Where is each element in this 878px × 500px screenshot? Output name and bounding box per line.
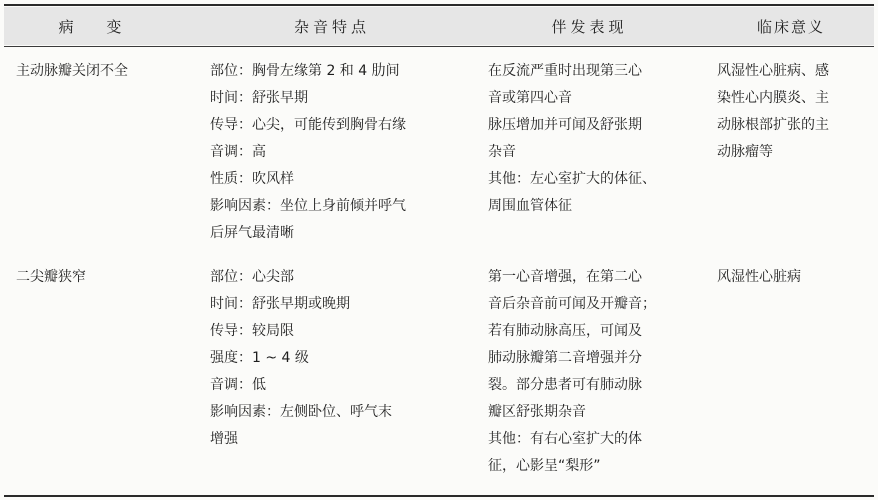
table-row-2-disease: 二尖瓣狭窄 (16, 269, 86, 285)
murmur-line: 影响因素：左侧卧位、呼气末 (210, 404, 392, 420)
accompanying-line: 若有肺动脉高压，可闻及 (488, 323, 642, 339)
table-header-row (4, 7, 874, 45)
murmur-line: 强度：1 ~ 4 级 (210, 350, 309, 366)
table-row-2-murmur (210, 264, 392, 453)
accompanying-line: 第一心音增强，在第二心 (488, 269, 642, 285)
accompanying-line: 其他：左心室扩大的体征、 (488, 171, 656, 187)
accompanying-line: 音或第四心音 (488, 90, 572, 106)
table-bottom-rule (4, 495, 874, 497)
significance-line: 动脉瘤等 (717, 144, 773, 160)
accompanying-line: 在反流严重时出现第三心 (488, 63, 642, 79)
significance-line: 风湿性心脏病、感 (717, 63, 829, 79)
murmur-line: 部位：胸骨左缘第 2 和 4 肋间 (210, 63, 400, 79)
significance-line: 风湿性心脏病 (717, 269, 801, 285)
accompanying-line: 裂。部分患者可有肺动脉 (488, 377, 642, 393)
accompanying-line: 杂音 (488, 144, 516, 160)
murmur-line: 音调：低 (210, 377, 266, 393)
accompanying-line: 肺动脉瓣第二音增强并分 (488, 350, 642, 366)
murmur-line: 时间：舒张早期或晚期 (210, 296, 350, 312)
murmur-line: 传导：较局限 (210, 323, 294, 339)
table-row-2-accompanying (488, 264, 656, 480)
accompanying-line: 周围血管体征 (488, 198, 572, 214)
table-row-1-significance (717, 58, 829, 166)
table-header-rule (4, 46, 874, 47)
murmur-line: 音调：高 (210, 144, 266, 160)
accompanying-line: 其他：有右心室扩大的体 (488, 431, 642, 447)
murmur-line: 传导：心尖，可能传到胸骨右缘 (210, 117, 406, 133)
significance-line: 动脉根部扩张的主 (717, 117, 829, 133)
accompanying-line: 脉压增加并可闻及舒张期 (488, 117, 642, 133)
murmur-line: 性质：吹风样 (210, 171, 294, 187)
accompanying-line: 音后杂音前可闻及开瓣音； (488, 296, 656, 312)
header-murmur-features: 杂音特点 (293, 17, 370, 36)
header-disease: 病 变 (58, 17, 136, 36)
murmur-line: 部位：心尖部 (210, 269, 294, 285)
accompanying-line: 征，心影呈“梨形” (488, 458, 601, 474)
table-row-1-accompanying (488, 58, 656, 220)
significance-line: 染性心内膜炎、主 (717, 90, 829, 106)
table-row-2-significance (717, 264, 801, 291)
table-top-rule (4, 4, 874, 6)
murmur-line: 影响因素：坐位上身前倾并呼气 (210, 198, 406, 214)
murmur-line: 增强 (210, 431, 238, 447)
murmur-line: 时间：舒张早期 (210, 90, 308, 106)
table-row-1-disease: 主动脉瓣关闭不全 (16, 63, 128, 79)
header-clinical-significance: 临床意义 (756, 17, 825, 36)
accompanying-line: 瓣区舒张期杂音 (488, 404, 586, 420)
table-row-1-murmur (210, 58, 406, 247)
header-accompanying-signs: 伴发表现 (551, 17, 628, 36)
murmur-line: 后屏气最清晰 (210, 225, 294, 241)
